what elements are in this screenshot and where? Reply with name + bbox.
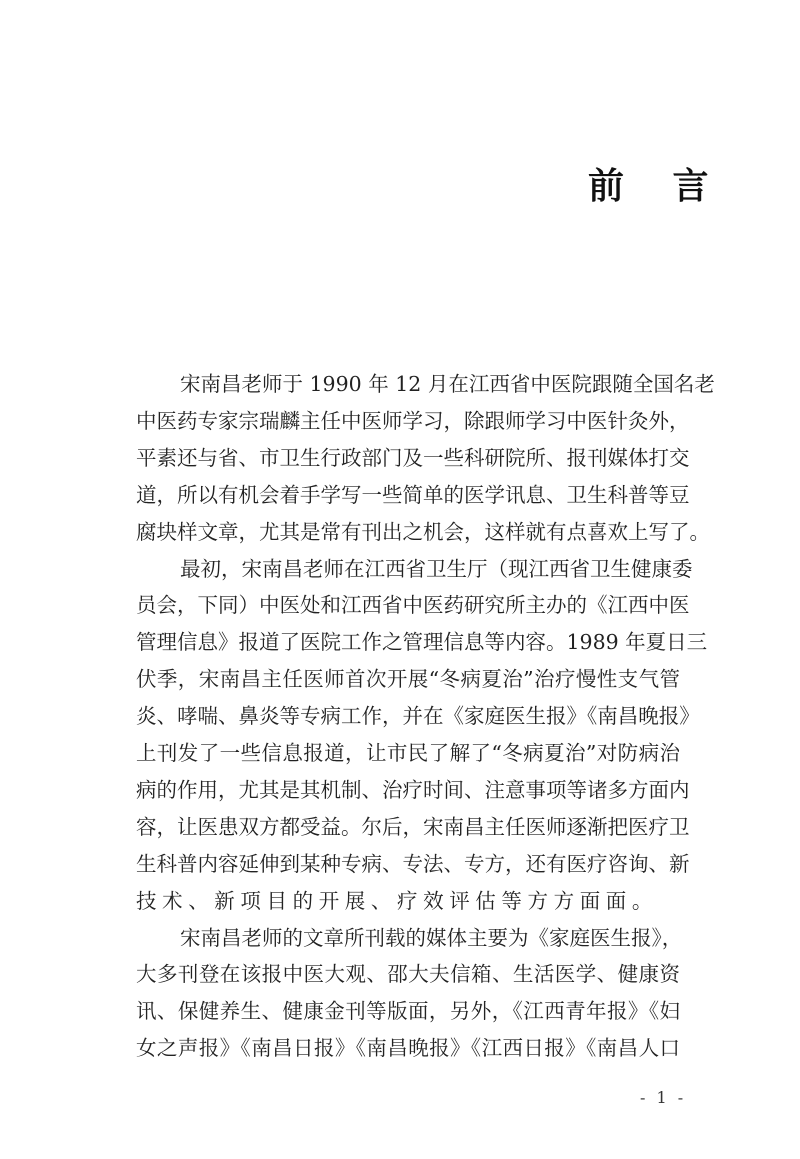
text-line: 最初，宋南昌老师在江西省卫生厅（现江西省卫生健康委 [180, 556, 693, 581]
text-line: 宋南昌老师的文章所刊载的媒体主要为《家庭医生报》， [180, 925, 683, 950]
text-line: 腐块样文章，尤其是常有刊出之机会，这样就有点喜欢上写了。 [136, 519, 710, 544]
text-line: 平素还与省、市卫生行政部门及一些科研院所、报刊媒体打交 [136, 445, 690, 470]
page-number: - 1 - [640, 1088, 687, 1107]
page-title: 前 言 [588, 165, 727, 207]
text-line: 宋南昌老师于 1990 年 12 月在江西省中医院跟随全国名老 [180, 372, 715, 396]
text-line: 女之声报》《南昌日报》《南昌晚报》《江西日报》《南昌人口 [136, 1036, 680, 1061]
text-line: 大多刊登在该报中医大观、邵大夫信箱、生活医学、健康资 [136, 962, 680, 987]
text-line: 伏季，宋南昌主任医师首次开展“冬病夏治”治疗慢性支气管 [136, 667, 680, 692]
text-line: 道，所以有机会着手学写一些简单的医学讯息、卫生科普等豆 [136, 482, 690, 507]
text-line: 中医药专家宗瑞麟主任中医师学习，除跟师学习中医针灸外， [136, 408, 690, 433]
text-line: 上刊发了一些信息报道，让市民了解了“冬病夏治”对防病治 [136, 741, 680, 765]
text-line: 员会，下同）中医处和江西省中医药研究所主办的《江西中医 [136, 593, 690, 618]
text-line: 管理信息》报道了医院工作之管理信息等内容。1989 年夏日三 [136, 630, 708, 655]
text-line: 容，让医患双方都受益。尔后，宋南昌主任医师逐渐把医疗卫 [136, 814, 690, 839]
text-line: 讯、保健养生、健康金刊等版面，另外，《江西青年报》《妇 [136, 999, 680, 1024]
text-line: 生科普内容延伸到某种专病、专法、专方，还有医疗咨询、新 [136, 851, 690, 876]
text-line: 炎、哮喘、鼻炎等专病工作，并在《家庭医生报》《南昌晚报》 [136, 704, 700, 729]
text-line: 技术、新项目的开展、疗效评估等方方面面。 [136, 888, 658, 913]
text-line: 病的作用，尤其是其机制、治疗时间、注意事项等诸多方面内 [136, 777, 690, 802]
